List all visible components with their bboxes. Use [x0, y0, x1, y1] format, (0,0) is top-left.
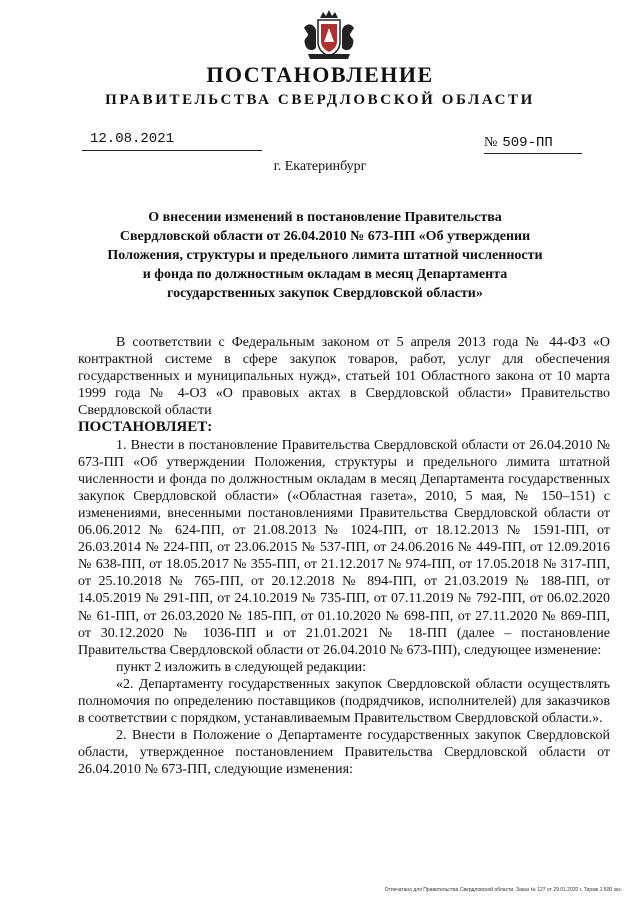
document-body — [78, 334, 610, 778]
document-subtitle: ПРАВИТЕЛЬСТВА СВЕРДЛОВСКОЙ ОБЛАСТИ — [105, 92, 535, 108]
intro-paragraph: В соответствии с Федеральным законом от 5 апреля 2013 года № 44-ФЗ «О контрактной системе в сфере закупок товаров, работ, услуг для обеспечения государственных и муниципальных нужд», статьей 101 Областного закона от 10 марта 1999 года № 4-ОЗ «О правовых актах в Свердловской области» Правительство Свердловской области — [78, 335, 610, 419]
document-heading — [95, 208, 555, 303]
item-1-paragraph: 1. Внести в постановление Правительства Свердловской области от 26.04.2010 № 673-ПП «Об утверждении Положения, структуры и предельного лимита штатной численности и фонда по должностным окладам в месяц Департамента государственных закупок Свердловской области» («Областная газета», 2010, 5 мая, № 150–151) с изменениями, внесенными постановлениями Правительства Свердловской области от 06.06.2012 № 624-ПП, от 21.08.2013 № 1024-ПП, от 18.12.2013 № 1591-ПП, от 26.03.2014 № 224-ПП, от 23.06.2015 № 537-ПП, от 24.06.2016 № 449-ПП, от 12.09.2016 № 638-ПП, от 18.05.2017 № 355-ПП, от 21.12.2017 № 974-ПП, от 17.05.2018 № 317-ПП, от 25.10.2018 № 765-ПП, от 20.12.2018 № 894-ПП, от 21.03.2019 № 188-ПП, от 14.05.2019 № 291-ПП, от 24.10.2019 № 735-ПП, от 07.11.2019 № 792-ПП, от 06.02.2020 № 61-ПП, от 26.03.2020 № 185-ПП, от 01.10.2020 № 698-ПП, от 27.11.2020 № 869-ПП, от 30.12.2020 № 1036-ПП и от 21.01.2021 № 18-ПП (далее – постановление Правительства Свердловской области от 26.04.2010 № 673-ПП), следующее изменение: — [78, 437, 610, 658]
heading-line: О внесении изменений в постановление Правительства — [148, 210, 502, 225]
heading-line: Свердловской области от 26.04.2010 № 673-ПП «Об утверждении — [119, 229, 531, 244]
coat-of-arms-icon — [300, 8, 358, 62]
item-2-paragraph: 2. Внести в Положение о Департаменте государственных закупок Свердловской области, утвержденное постановлением Правительства Свердловской области от 26.04.2010 № 673-ПП, следующие изменения: — [78, 728, 610, 778]
item-1-quote-paragraph: «2. Департаменту государственных закупок Свердловской области осуществлять полномочия по определению поставщиков (подрядчиков, исполнителей) для заказчиков в соответствии с порядком, устанавливаемым Правительством Свердловской области.». — [78, 676, 610, 727]
heading-line: государственных закупок Свердловской области» — [167, 286, 483, 301]
heading-line: и фонда по должностным окладам в месяц Департамента — [142, 267, 508, 282]
document-number — [484, 135, 582, 154]
document-date: 12.08.2021 — [82, 131, 262, 151]
city: г. Екатеринбург — [273, 159, 367, 174]
number-label: № — [484, 135, 498, 150]
heading-line: Положения, структуры и предельного лимита штатной численности — [107, 248, 543, 263]
print-note: Отпечатано для Правительства Свердловской области. Заказ № 127 от 29.01.2020 г. Тираж 1 500 экз. — [384, 887, 622, 893]
document-title: ПОСТАНОВЛЕНИЕ — [206, 62, 434, 87]
decree-word: ПОСТАНОВЛЯЕТ: — [78, 419, 213, 436]
item-1-sub-paragraph: пункт 2 изложить в следующей редакции: — [116, 659, 366, 675]
number-value: 509-ПП — [502, 135, 553, 151]
